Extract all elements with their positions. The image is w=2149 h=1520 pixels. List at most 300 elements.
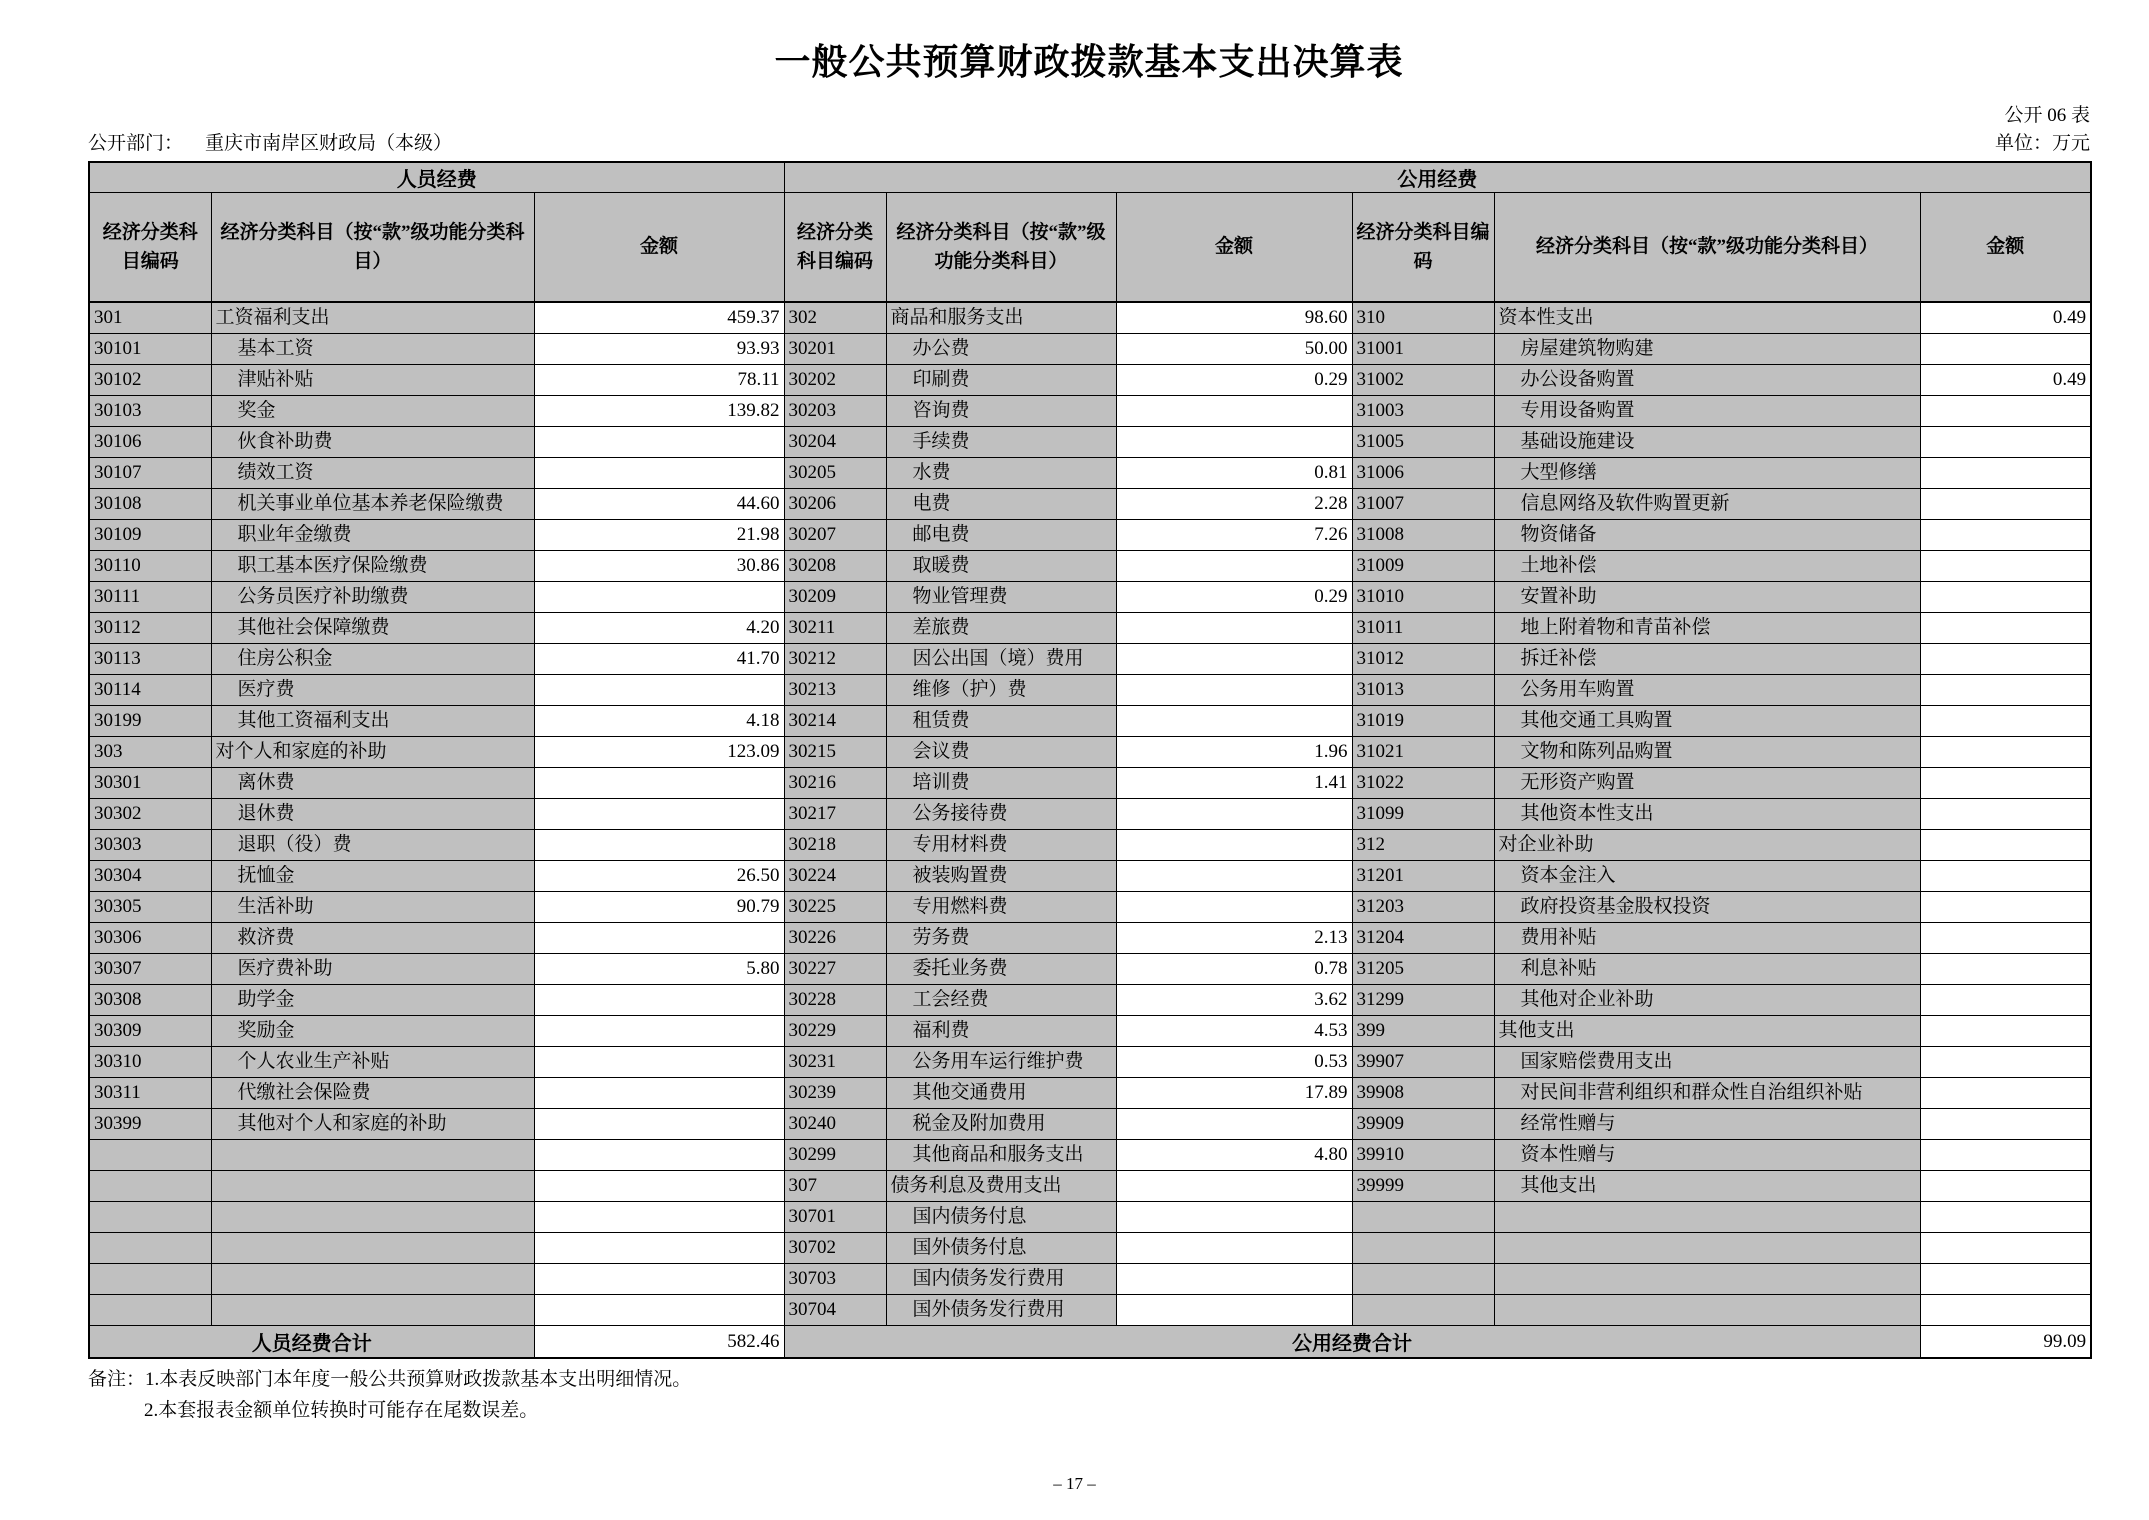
code-cell: 39999: [1352, 1171, 1494, 1202]
amount-cell: 41.70: [534, 644, 784, 675]
code-cell: [89, 1233, 211, 1264]
code-cell: 30103: [89, 396, 211, 427]
amount-cell: 78.11: [534, 365, 784, 396]
public-total-label: 公用经费合计: [784, 1326, 1920, 1359]
subject-cell: 代缴社会保险费: [211, 1078, 534, 1109]
subject-cell: 邮电费: [886, 520, 1116, 551]
subject-cell: 个人农业生产补贴: [211, 1047, 534, 1078]
column-header-amount-2: 金额: [1116, 193, 1352, 303]
subject-cell: 土地补偿: [1494, 551, 1920, 582]
amount-cell: [1920, 1295, 2091, 1326]
code-cell: 30228: [784, 985, 886, 1016]
code-cell: 30111: [89, 582, 211, 613]
code-cell: 31007: [1352, 489, 1494, 520]
subject-cell: 救济费: [211, 923, 534, 954]
amount-cell: [1920, 1264, 2091, 1295]
amount-cell: [534, 830, 784, 861]
subject-cell: 其他交通费用: [886, 1078, 1116, 1109]
code-cell: [89, 1171, 211, 1202]
amount-cell: [1116, 861, 1352, 892]
public-total-amount: 99.09: [1920, 1326, 2091, 1359]
subject-cell: 基础设施建设: [1494, 427, 1920, 458]
subject-cell: 政府投资基金股权投资: [1494, 892, 1920, 923]
amount-cell: 50.00: [1116, 334, 1352, 365]
amount-cell: [1920, 1171, 2091, 1202]
code-cell: 30207: [784, 520, 886, 551]
code-cell: 30239: [784, 1078, 886, 1109]
subject-cell: 生活补助: [211, 892, 534, 923]
amount-cell: [1920, 954, 2091, 985]
amount-cell: [1116, 396, 1352, 427]
code-cell: 31005: [1352, 427, 1494, 458]
group-header-public: 公用经费: [784, 162, 2091, 193]
code-cell: 30303: [89, 830, 211, 861]
amount-cell: [1920, 1109, 2091, 1140]
code-cell: 30240: [784, 1109, 886, 1140]
subject-cell: 专用材料费: [886, 830, 1116, 861]
code-cell: 31013: [1352, 675, 1494, 706]
subject-cell: 国内债务付息: [886, 1202, 1116, 1233]
table-row: [89, 861, 2091, 892]
code-cell: 30110: [89, 551, 211, 582]
amount-cell: [1920, 582, 2091, 613]
amount-cell: 123.09: [534, 737, 784, 768]
department-value: 重庆市南岸区财政局（本级）: [205, 133, 453, 154]
table-row: [89, 737, 2091, 768]
notes-block: [88, 1364, 2090, 1427]
table-row: [89, 1202, 2091, 1233]
amount-cell: [1116, 1202, 1352, 1233]
subject-cell: 退职（役）费: [211, 830, 534, 861]
subject-cell: 公务用车购置: [1494, 675, 1920, 706]
code-cell: 31204: [1352, 923, 1494, 954]
amount-cell: [1116, 427, 1352, 458]
subject-cell: 信息网络及软件购置更新: [1494, 489, 1920, 520]
code-cell: 31201: [1352, 861, 1494, 892]
subject-cell: 大型修缮: [1494, 458, 1920, 489]
column-header-code-2: 经济分类科目编码: [784, 193, 886, 303]
subject-cell: 资本性赠与: [1494, 1140, 1920, 1171]
code-cell: 312: [1352, 830, 1494, 861]
subject-cell: 公务接待费: [886, 799, 1116, 830]
code-cell: 307: [784, 1171, 886, 1202]
code-cell: 30107: [89, 458, 211, 489]
subject-cell: 经常性赠与: [1494, 1109, 1920, 1140]
code-cell: 39910: [1352, 1140, 1494, 1171]
amount-cell: 17.89: [1116, 1078, 1352, 1109]
amount-cell: 93.93: [534, 334, 784, 365]
subject-cell: 安置补助: [1494, 582, 1920, 613]
amount-cell: 26.50: [534, 861, 784, 892]
code-cell: 30112: [89, 613, 211, 644]
code-cell: 30218: [784, 830, 886, 861]
amount-cell: [534, 1202, 784, 1233]
amount-cell: 2.28: [1116, 489, 1352, 520]
subject-cell: 其他商品和服务支出: [886, 1140, 1116, 1171]
amount-cell: [534, 1016, 784, 1047]
subject-cell: 津贴补贴: [211, 365, 534, 396]
subject-cell: 公务员医疗补助缴费: [211, 582, 534, 613]
amount-cell: [534, 582, 784, 613]
subject-cell: [211, 1202, 534, 1233]
code-cell: 30113: [89, 644, 211, 675]
code-cell: 31006: [1352, 458, 1494, 489]
subject-cell: 地上附着物和青苗补偿: [1494, 613, 1920, 644]
amount-cell: [1920, 985, 2091, 1016]
subject-cell: 奖励金: [211, 1016, 534, 1047]
subject-cell: [211, 1140, 534, 1171]
code-cell: 30309: [89, 1016, 211, 1047]
table-row: [89, 1078, 2091, 1109]
code-cell: 30213: [784, 675, 886, 706]
amount-cell: [1116, 706, 1352, 737]
code-cell: 30311: [89, 1078, 211, 1109]
code-cell: 31010: [1352, 582, 1494, 613]
amount-cell: 0.29: [1116, 582, 1352, 613]
code-cell: 30202: [784, 365, 886, 396]
subject-cell: 因公出国（境）费用: [886, 644, 1116, 675]
amount-cell: 0.78: [1116, 954, 1352, 985]
code-cell: 30310: [89, 1047, 211, 1078]
amount-cell: 21.98: [534, 520, 784, 551]
amount-cell: [534, 1171, 784, 1202]
code-cell: 31099: [1352, 799, 1494, 830]
table-row: [89, 489, 2091, 520]
code-cell: 30204: [784, 427, 886, 458]
code-cell: 30206: [784, 489, 886, 520]
amount-cell: [534, 1295, 784, 1326]
table-row: [89, 1016, 2091, 1047]
subject-cell: 公务用车运行维护费: [886, 1047, 1116, 1078]
amount-cell: [1920, 1078, 2091, 1109]
code-cell: 30212: [784, 644, 886, 675]
table-row: [89, 302, 2091, 334]
subject-cell: 国外债务付息: [886, 1233, 1116, 1264]
code-cell: 30306: [89, 923, 211, 954]
amount-cell: [534, 427, 784, 458]
amount-cell: [1920, 1047, 2091, 1078]
group-header-personnel: 人员经费: [89, 162, 784, 193]
code-cell: 30201: [784, 334, 886, 365]
code-cell: 31205: [1352, 954, 1494, 985]
amount-cell: 4.20: [534, 613, 784, 644]
amount-cell: [534, 458, 784, 489]
amount-cell: 4.80: [1116, 1140, 1352, 1171]
subject-cell: 国外债务发行费用: [886, 1295, 1116, 1326]
code-cell: 30304: [89, 861, 211, 892]
table-number: 公开 06 表: [2004, 105, 2090, 126]
table-row: [89, 551, 2091, 582]
code-cell: 30305: [89, 892, 211, 923]
subject-cell: 其他资本性支出: [1494, 799, 1920, 830]
code-cell: 30301: [89, 768, 211, 799]
code-cell: 30199: [89, 706, 211, 737]
amount-cell: [1920, 799, 2091, 830]
amount-cell: [1920, 1233, 2091, 1264]
code-cell: [1352, 1264, 1494, 1295]
amount-cell: [1116, 675, 1352, 706]
subject-cell: 物资储备: [1494, 520, 1920, 551]
amount-cell: 2.13: [1116, 923, 1352, 954]
code-cell: [89, 1202, 211, 1233]
code-cell: 30302: [89, 799, 211, 830]
subject-cell: 印刷费: [886, 365, 1116, 396]
table-head: [89, 162, 2091, 302]
amount-cell: [1920, 1016, 2091, 1047]
subject-cell: 其他工资福利支出: [211, 706, 534, 737]
totals-row: [89, 1326, 2091, 1359]
amount-cell: [534, 1078, 784, 1109]
table-body: [89, 302, 2091, 1326]
subject-cell: 水费: [886, 458, 1116, 489]
page-title: 一般公共预算财政拨款基本支出决算表: [774, 41, 1404, 82]
table-row: [89, 334, 2091, 365]
subject-cell: 对个人和家庭的补助: [211, 737, 534, 768]
code-cell: 31008: [1352, 520, 1494, 551]
column-header-subject-1: 经济分类科目（按“款”级功能分类科目）: [211, 193, 534, 303]
amount-cell: [1116, 1109, 1352, 1140]
code-cell: 30227: [784, 954, 886, 985]
subject-cell: 基本工资: [211, 334, 534, 365]
amount-cell: [1920, 1140, 2091, 1171]
amount-cell: [1920, 830, 2091, 861]
code-cell: 39909: [1352, 1109, 1494, 1140]
column-header-subject-3: 经济分类科目（按“款”级功能分类科目）: [1494, 193, 1920, 303]
amount-cell: 5.80: [534, 954, 784, 985]
table-row: [89, 1171, 2091, 1202]
subject-cell: 无形资产购置: [1494, 768, 1920, 799]
subject-cell: 工会经费: [886, 985, 1116, 1016]
code-cell: 30101: [89, 334, 211, 365]
subject-cell: [211, 1264, 534, 1295]
subject-cell: 差旅费: [886, 613, 1116, 644]
code-cell: 30399: [89, 1109, 211, 1140]
subject-cell: 租赁费: [886, 706, 1116, 737]
code-cell: 31011: [1352, 613, 1494, 644]
code-cell: 30215: [784, 737, 886, 768]
code-cell: 31009: [1352, 551, 1494, 582]
amount-cell: [534, 1109, 784, 1140]
column-header-row: [89, 193, 2091, 303]
table-row: [89, 396, 2091, 427]
amount-cell: 44.60: [534, 489, 784, 520]
table-row: [89, 644, 2091, 675]
table-row: [89, 985, 2091, 1016]
table-row: [89, 830, 2091, 861]
subject-cell: 离休费: [211, 768, 534, 799]
code-cell: 31012: [1352, 644, 1494, 675]
code-cell: 30102: [89, 365, 211, 396]
personnel-total-label: 人员经费合计: [89, 1326, 534, 1359]
table-row: [89, 706, 2091, 737]
column-header-subject-2: 经济分类科目（按“款”级功能分类科目）: [886, 193, 1116, 303]
column-header-amount-1: 金额: [534, 193, 784, 303]
subject-cell: [211, 1233, 534, 1264]
code-cell: 31019: [1352, 706, 1494, 737]
column-header-code-1: 经济分类科目编码: [89, 193, 211, 303]
amount-cell: 1.41: [1116, 768, 1352, 799]
subject-cell: 利息补贴: [1494, 954, 1920, 985]
amount-cell: [534, 675, 784, 706]
amount-cell: 90.79: [534, 892, 784, 923]
subject-cell: 国内债务发行费用: [886, 1264, 1116, 1295]
code-cell: 30211: [784, 613, 886, 644]
subject-cell: 职工基本医疗保险缴费: [211, 551, 534, 582]
table-row: [89, 613, 2091, 644]
table-row: [89, 458, 2091, 489]
amount-cell: 98.60: [1116, 302, 1352, 334]
code-cell: 30205: [784, 458, 886, 489]
subject-cell: 委托业务费: [886, 954, 1116, 985]
subject-cell: 对企业补助: [1494, 830, 1920, 861]
amount-cell: [1920, 396, 2091, 427]
code-cell: 302: [784, 302, 886, 334]
amount-cell: [1920, 644, 2091, 675]
subject-cell: 其他交通工具购置: [1494, 706, 1920, 737]
amount-cell: 0.81: [1116, 458, 1352, 489]
table-row: [89, 923, 2091, 954]
subject-cell: 国家赔偿费用支出: [1494, 1047, 1920, 1078]
subject-cell: 住房公积金: [211, 644, 534, 675]
subject-cell: 培训费: [886, 768, 1116, 799]
amount-cell: 4.53: [1116, 1016, 1352, 1047]
table-row: [89, 799, 2091, 830]
code-cell: 310: [1352, 302, 1494, 334]
subject-cell: 医疗费补助: [211, 954, 534, 985]
department-line: [88, 129, 452, 159]
code-cell: [1352, 1233, 1494, 1264]
amount-cell: [1920, 675, 2091, 706]
code-cell: 30703: [784, 1264, 886, 1295]
code-cell: 30225: [784, 892, 886, 923]
subject-cell: 债务利息及费用支出: [886, 1171, 1116, 1202]
department-label: 公开部门：: [88, 133, 184, 154]
amount-cell: [1920, 520, 2091, 551]
table-row: [89, 1140, 2091, 1171]
amount-cell: 4.18: [534, 706, 784, 737]
subject-cell: [1494, 1202, 1920, 1233]
amount-cell: [534, 1140, 784, 1171]
group-header-row: [89, 162, 2091, 193]
code-cell: 30109: [89, 520, 211, 551]
subject-cell: [211, 1171, 534, 1202]
amount-cell: [1920, 923, 2091, 954]
code-cell: 30308: [89, 985, 211, 1016]
column-header-amount-3: 金额: [1920, 193, 2091, 303]
subject-cell: 税金及附加费用: [886, 1109, 1116, 1140]
subject-cell: 取暖费: [886, 551, 1116, 582]
subject-cell: 抚恤金: [211, 861, 534, 892]
amount-cell: [1116, 892, 1352, 923]
amount-cell: 0.49: [1920, 302, 2091, 334]
table-row: [89, 365, 2091, 396]
code-cell: 30203: [784, 396, 886, 427]
code-cell: 31022: [1352, 768, 1494, 799]
table-row: [89, 1047, 2091, 1078]
amount-cell: 0.53: [1116, 1047, 1352, 1078]
subject-cell: 会议费: [886, 737, 1116, 768]
table-foot: [89, 1326, 2091, 1359]
amount-cell: [1920, 861, 2091, 892]
table-row: [89, 1264, 2091, 1295]
amount-cell: [1116, 1264, 1352, 1295]
unit-label: 单位：万元: [1994, 133, 2090, 154]
code-cell: 30307: [89, 954, 211, 985]
amount-cell: [1116, 1233, 1352, 1264]
amount-cell: [1116, 799, 1352, 830]
subject-cell: 其他对个人和家庭的补助: [211, 1109, 534, 1140]
amount-cell: 1.96: [1116, 737, 1352, 768]
subject-cell: 工资福利支出: [211, 302, 534, 334]
amount-cell: [1116, 830, 1352, 861]
code-cell: 30216: [784, 768, 886, 799]
code-cell: 39908: [1352, 1078, 1494, 1109]
code-cell: [1352, 1202, 1494, 1233]
amount-cell: [534, 923, 784, 954]
subject-cell: 专用燃料费: [886, 892, 1116, 923]
subject-cell: 拆迁补偿: [1494, 644, 1920, 675]
code-cell: 303: [89, 737, 211, 768]
subject-cell: 手续费: [886, 427, 1116, 458]
subject-cell: [1494, 1295, 1920, 1326]
budget-table: [88, 161, 2092, 1359]
code-cell: 30701: [784, 1202, 886, 1233]
amount-cell: [1920, 458, 2091, 489]
code-cell: 301: [89, 302, 211, 334]
subject-cell: 对民间非营利组织和群众性自治组织补贴: [1494, 1078, 1920, 1109]
subject-cell: 其他支出: [1494, 1171, 1920, 1202]
code-cell: 30702: [784, 1233, 886, 1264]
subject-cell: 奖金: [211, 396, 534, 427]
amount-cell: [1920, 1202, 2091, 1233]
amount-cell: [1920, 768, 2091, 799]
subject-cell: 被装购置费: [886, 861, 1116, 892]
code-cell: 30214: [784, 706, 886, 737]
amount-cell: [1920, 706, 2091, 737]
table-row: [89, 1295, 2091, 1326]
table-row: [89, 1233, 2091, 1264]
subject-cell: 劳务费: [886, 923, 1116, 954]
amount-cell: [1920, 334, 2091, 365]
subject-cell: 助学金: [211, 985, 534, 1016]
amount-cell: 30.86: [534, 551, 784, 582]
subject-cell: 房屋建筑物购建: [1494, 334, 1920, 365]
subject-cell: 办公费: [886, 334, 1116, 365]
code-cell: 30114: [89, 675, 211, 706]
subject-cell: 资本金注入: [1494, 861, 1920, 892]
subject-cell: 职业年金缴费: [211, 520, 534, 551]
subject-cell: 退休费: [211, 799, 534, 830]
amount-cell: [1116, 551, 1352, 582]
code-cell: 39907: [1352, 1047, 1494, 1078]
code-cell: 30208: [784, 551, 886, 582]
table-row: [89, 582, 2091, 613]
amount-cell: 459.37: [534, 302, 784, 334]
subject-cell: 机关事业单位基本养老保险缴费: [211, 489, 534, 520]
code-cell: [89, 1295, 211, 1326]
subject-cell: [1494, 1233, 1920, 1264]
amount-cell: 139.82: [534, 396, 784, 427]
subject-cell: 物业管理费: [886, 582, 1116, 613]
page-number: – 17 –: [1053, 1474, 1096, 1493]
code-cell: 30704: [784, 1295, 886, 1326]
code-cell: [1352, 1295, 1494, 1326]
amount-cell: [534, 1264, 784, 1295]
subject-cell: 医疗费: [211, 675, 534, 706]
amount-cell: [1920, 489, 2091, 520]
code-cell: 31021: [1352, 737, 1494, 768]
amount-cell: [1116, 1171, 1352, 1202]
